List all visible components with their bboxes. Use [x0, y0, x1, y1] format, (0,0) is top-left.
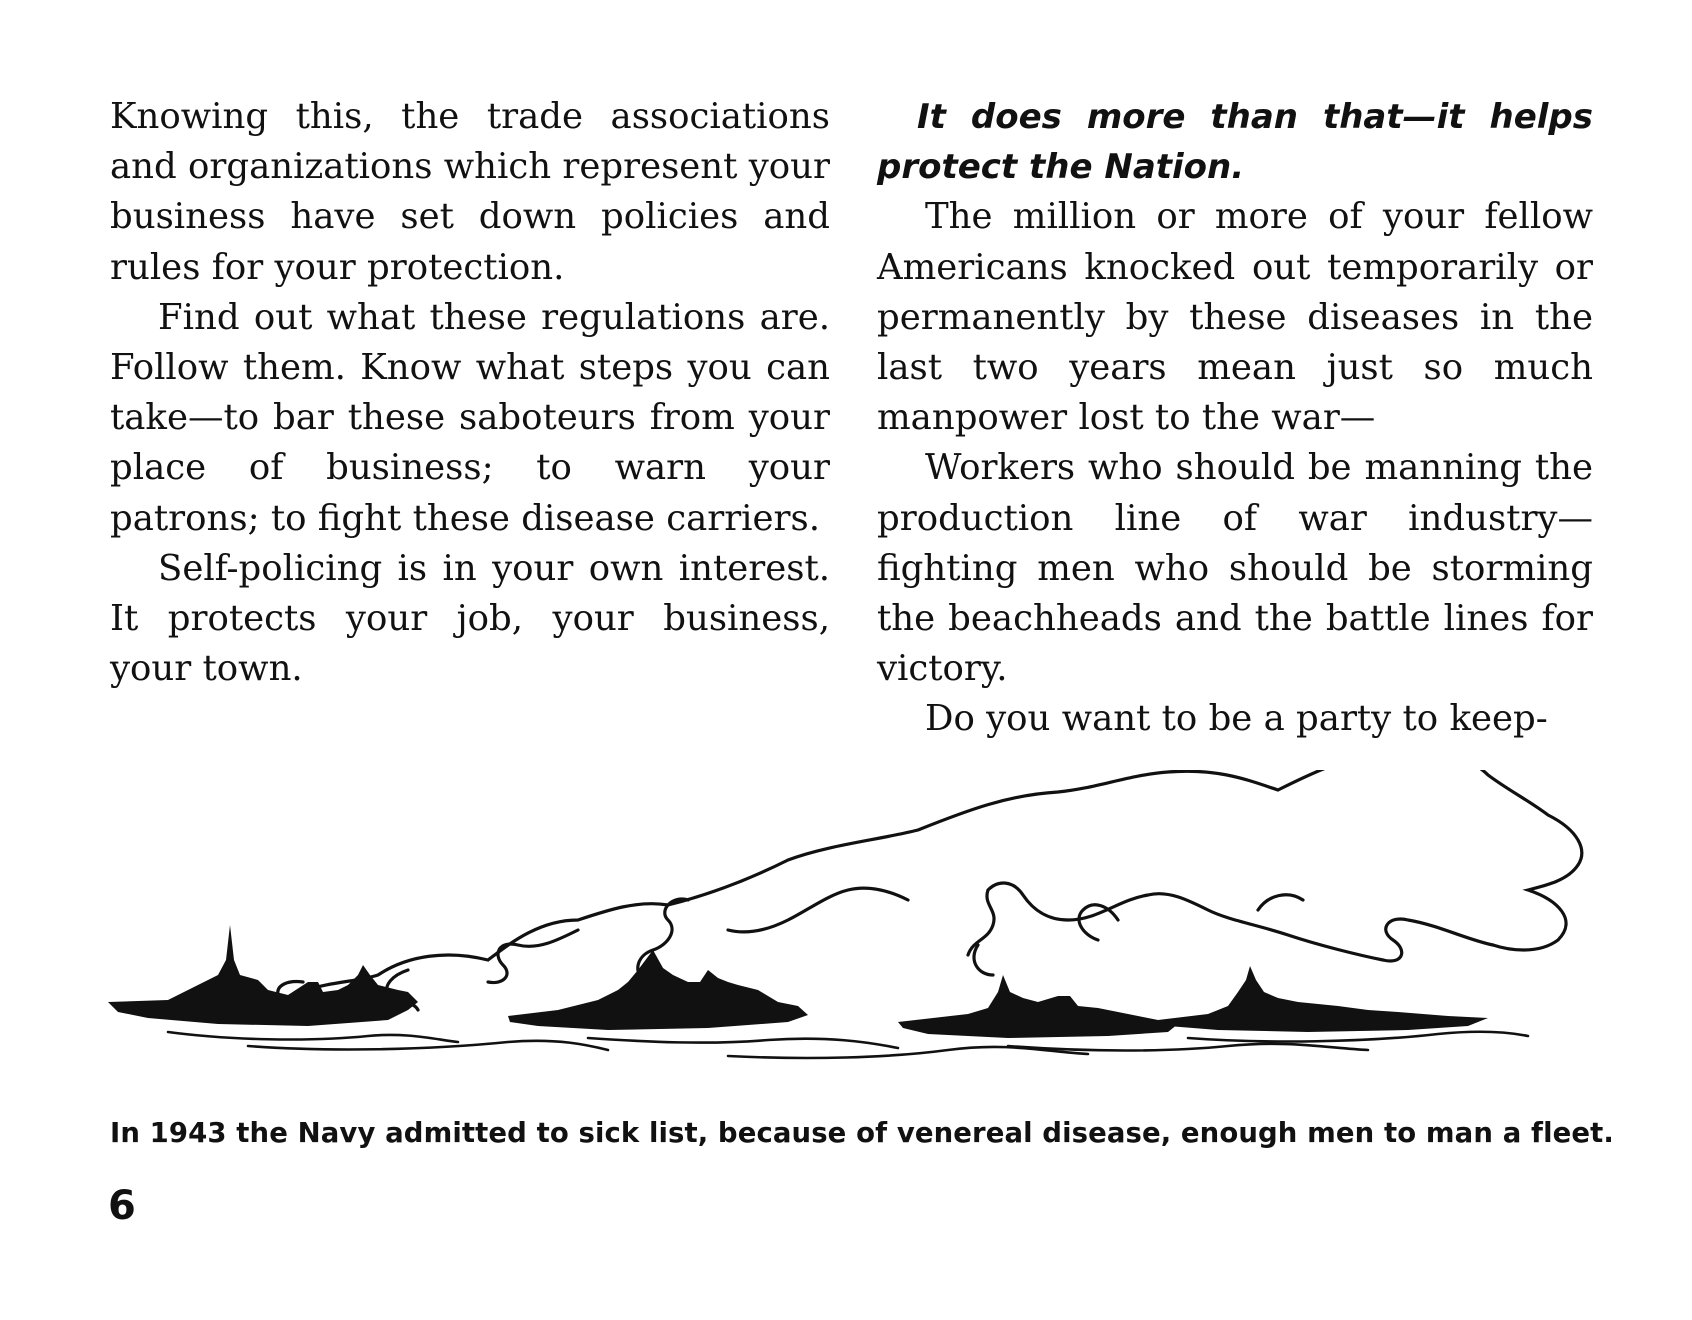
- battleship-3: [898, 975, 1178, 1038]
- smoke-cloud: [268, 770, 1582, 1015]
- left-text-column: [110, 92, 830, 694]
- italic-lead-paragraph: It does more than that—it helps protect the Nation.: [877, 97, 1593, 188]
- water-wake: [168, 1032, 1528, 1058]
- illustration-caption: In 1943 the Navy admitted to sick list, because of venereal disease, enough men to man a fleet.: [110, 1117, 1614, 1149]
- battleship-2: [508, 950, 808, 1030]
- ships: [108, 925, 1488, 1038]
- paragraph: Workers who should be manning the production line of war industry— fighting men who should be storming the beachheads and the battle lines for victory.: [877, 447, 1593, 690]
- paragraph: The million or more of your fellow Americans knocked out temporarily or permanently by these diseases in the last two years mean just so much manpower lost to the war—: [877, 196, 1593, 439]
- paragraph: Knowing this, the trade associations and organizations which represent your business have set down policies and rules for your protection.: [110, 96, 830, 288]
- fleet-illustration: [108, 770, 1598, 1110]
- paragraph: Find out what these regulations are. Follow them. Know what steps you can take—to bar these saboteurs from your place of business; to warn your patrons; to fight these disease carriers.: [110, 296, 830, 539]
- right-text-column: [877, 92, 1593, 745]
- battleship-4: [1158, 966, 1488, 1032]
- page-number: 6: [108, 1183, 136, 1229]
- paragraph: Do you want to be a party to keep-: [925, 698, 1548, 740]
- paragraph: Self-policing is in your own interest. It protects your job, your business, your town.: [110, 547, 830, 690]
